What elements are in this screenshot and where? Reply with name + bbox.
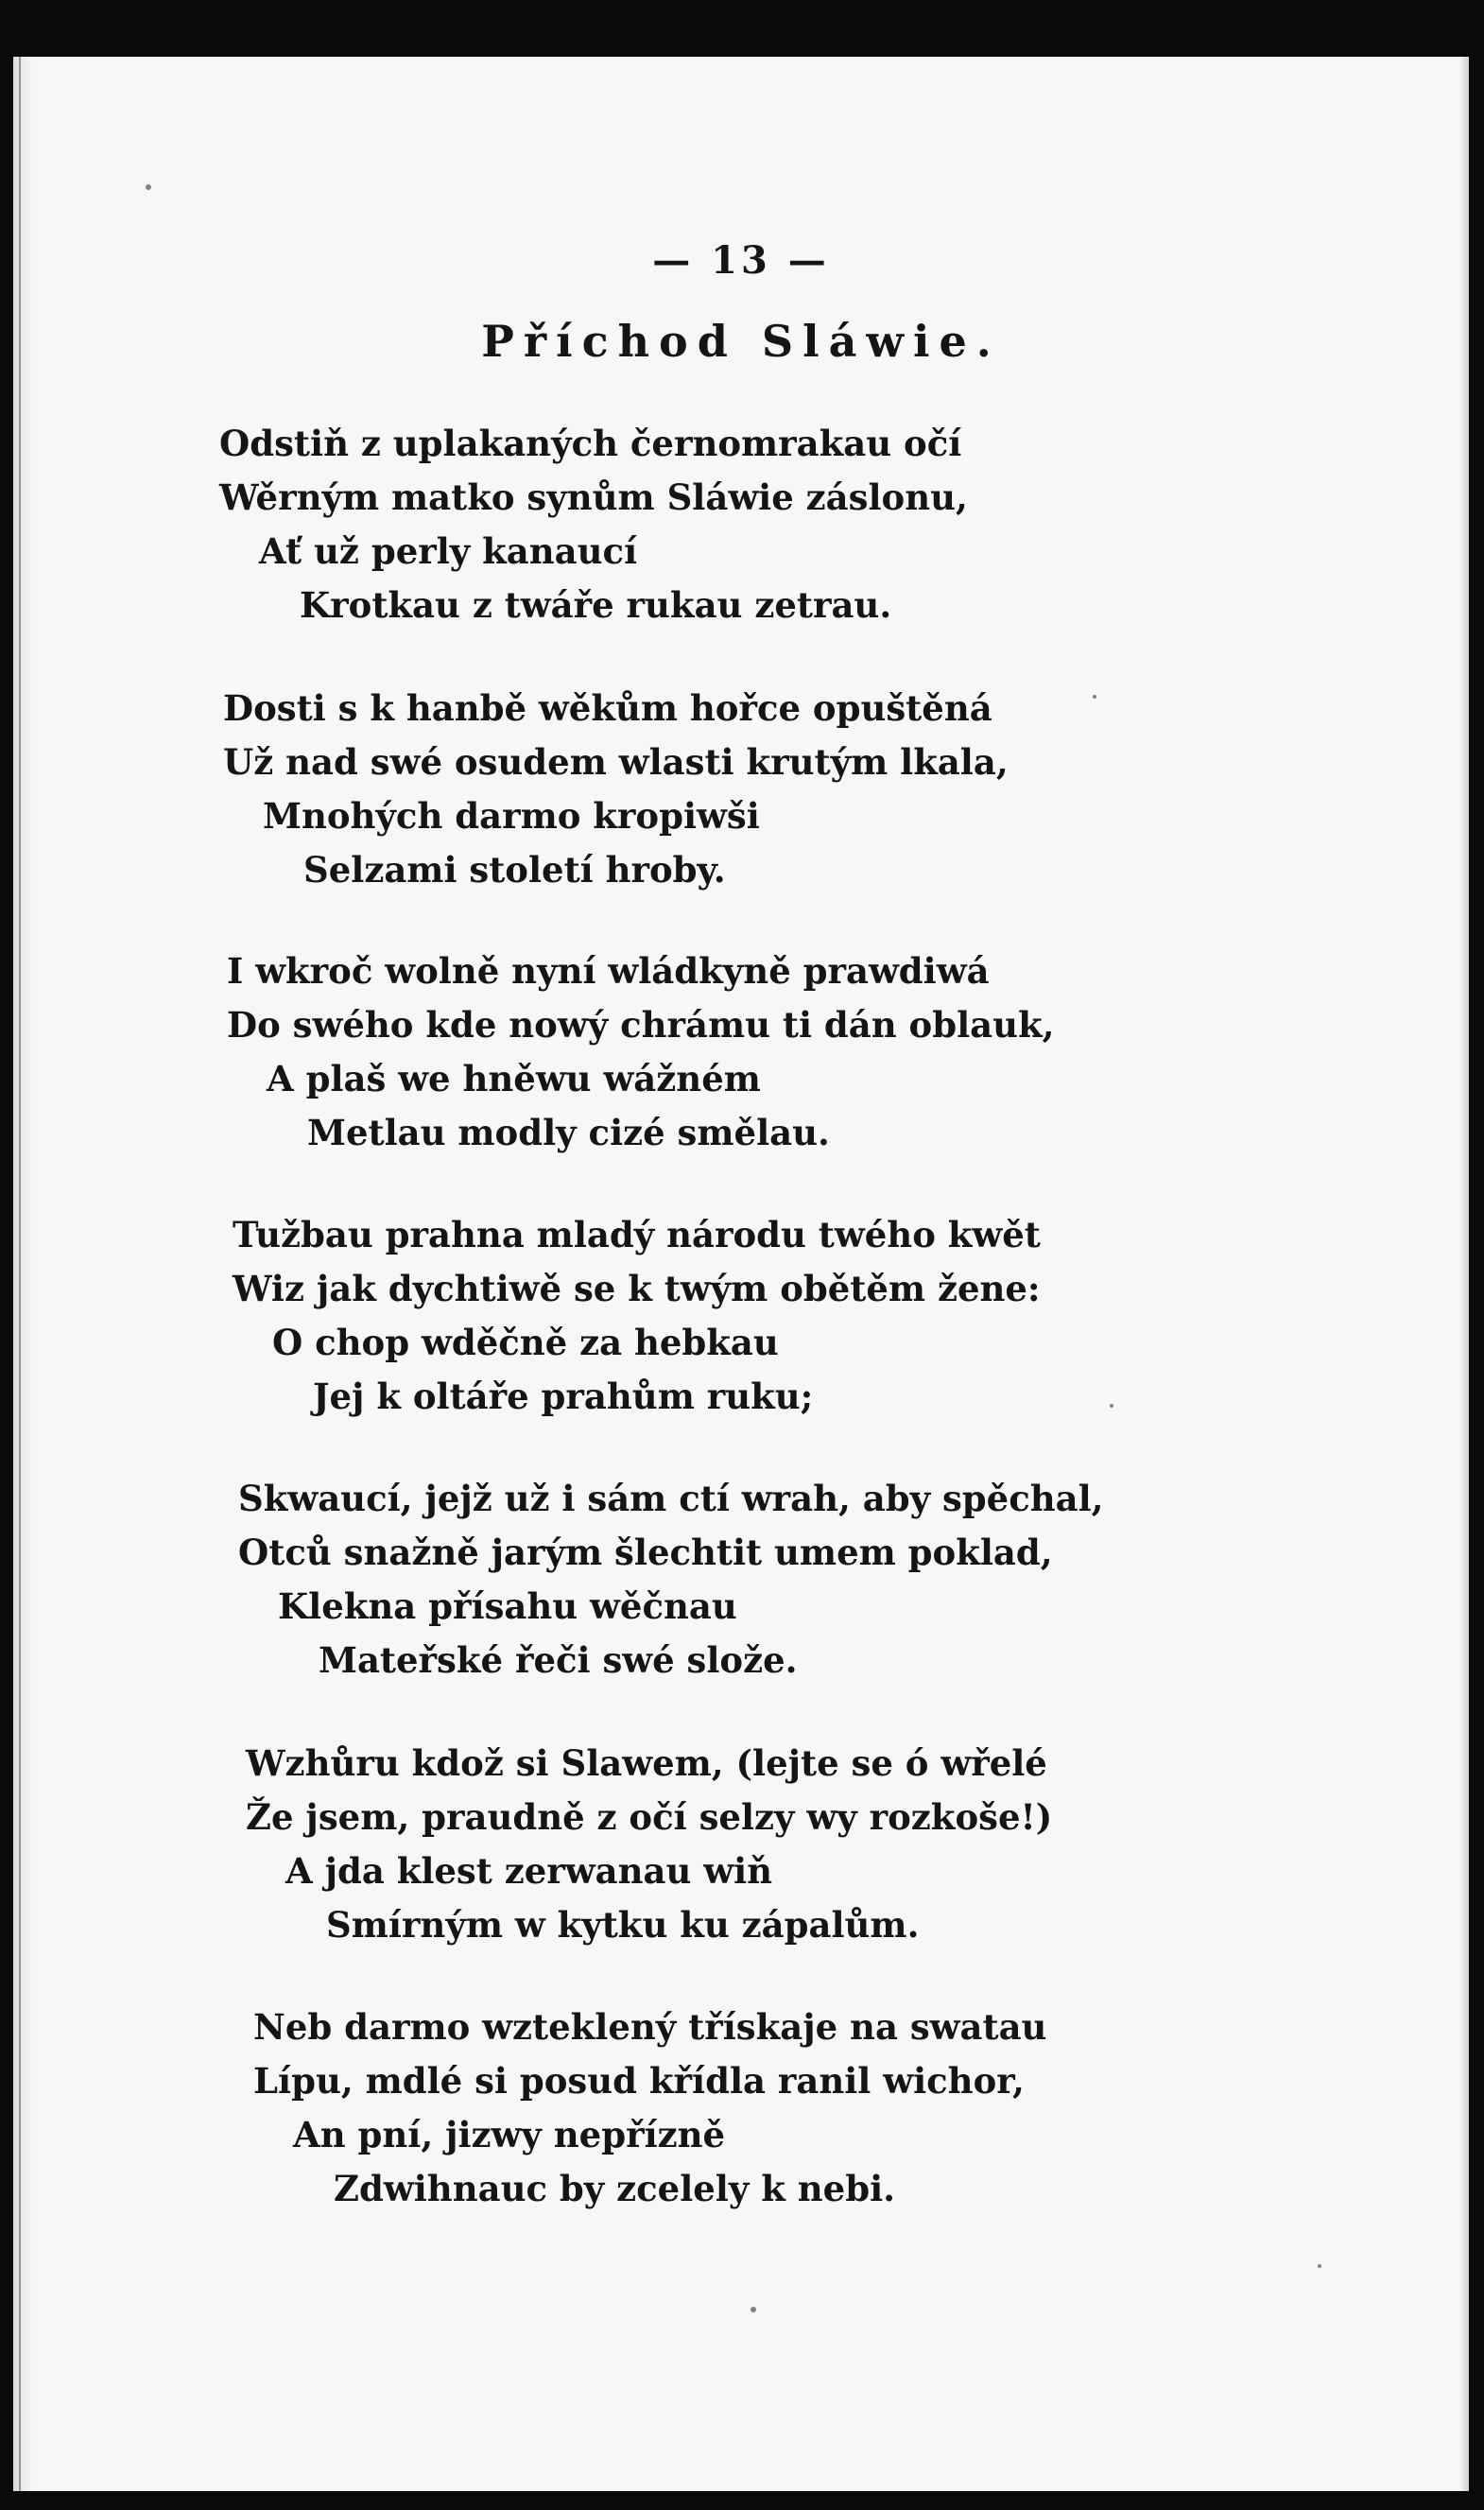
verse-line: Wěrným matko synům Sláwie záslonu, <box>219 476 968 518</box>
verse-line: Skwaucí, jejž už i sám ctí wrah, aby spěchal, <box>238 1478 1104 1519</box>
verse-line: Krotkau z twáře rukau zetrau. <box>300 584 892 626</box>
verse-line: Odstiň z uplakaných černomrakau očí <box>219 423 962 464</box>
stanza-4 <box>233 1208 1041 1424</box>
stanza-2 <box>223 682 1009 897</box>
verse-line: An pní, jizwy nepřízně <box>293 2114 726 2155</box>
verse-line: Wzhůru kdož si Slawem, (lejte se ó wřelé <box>246 1742 1047 1784</box>
ink-speck <box>1093 695 1096 699</box>
verse-line: O chop wděčně za hebkau <box>272 1322 779 1363</box>
verse-line: Už nad swé osudem wlasti krutým lkala, <box>223 741 1009 783</box>
poem-title: Příchod Sláwie. <box>481 316 1001 367</box>
verse-line: Tužbau prahna mladý národu twého kwět <box>233 1214 1041 1255</box>
verse-line: Mnohých darmo kropiwši <box>263 795 760 837</box>
stanza-3 <box>227 944 1055 1160</box>
verse-line: Do swého kde nowý chrámu ti dán oblauk, <box>227 1004 1055 1046</box>
verse-line: Že jsem, praudně z očí selzy wy rozkoše!) <box>246 1796 1053 1838</box>
stanza-1 <box>219 417 968 632</box>
ink-speck <box>1318 2264 1321 2268</box>
verse-line: Lípu, mdlé si posud křídla ranil wichor, <box>253 2060 1025 2102</box>
stanza-5 <box>238 1472 1104 1688</box>
page-number: — 13 — <box>652 238 830 283</box>
verse-line: Otců snažně jarým šlechtit umem poklad, <box>238 1532 1053 1573</box>
verse-line: A plaš we hněwu wážném <box>267 1058 761 1099</box>
verse-line: Ať už perly kanaucí <box>259 530 638 572</box>
verse-line: Neb darmo wzteklený třískaje na swatau <box>253 2006 1047 2048</box>
verse-line: Mateřské řeči swé slože. <box>319 1639 798 1681</box>
verse-line: Jej k oltáře prahům ruku; <box>313 1376 814 1417</box>
ink-speck <box>146 184 151 190</box>
binding-edge-line <box>19 57 21 2491</box>
page-gutter <box>13 57 34 2491</box>
verse-line: Dosti s k hanbě wěkům hořce opuštěná <box>223 687 992 729</box>
book-page <box>13 57 1469 2491</box>
verse-line: Metlau modly cizé smělau. <box>307 1112 830 1153</box>
stanza-7 <box>253 2000 1046 2216</box>
stanza-6 <box>246 1737 1052 1952</box>
verse-line: Selzami století hroby. <box>303 849 726 891</box>
verse-line: I wkroč wolně nyní wládkyně prawdiwá <box>227 950 990 992</box>
verse-line: A jda klest zerwanau wiň <box>285 1850 773 1892</box>
verse-line: Smírným w kytku ku zápalům. <box>326 1904 920 1946</box>
page-edge-shadow <box>1459 57 1469 2491</box>
verse-line: Zdwihnauc by zcelely k nebi. <box>334 2168 896 2209</box>
verse-line: Klekna přísahu wěčnau <box>278 1585 737 1627</box>
ink-speck <box>1110 1404 1113 1408</box>
verse-line: Wiz jak dychtiwě se k twým obětěm žene: <box>233 1268 1041 1309</box>
ink-speck <box>751 2307 756 2312</box>
